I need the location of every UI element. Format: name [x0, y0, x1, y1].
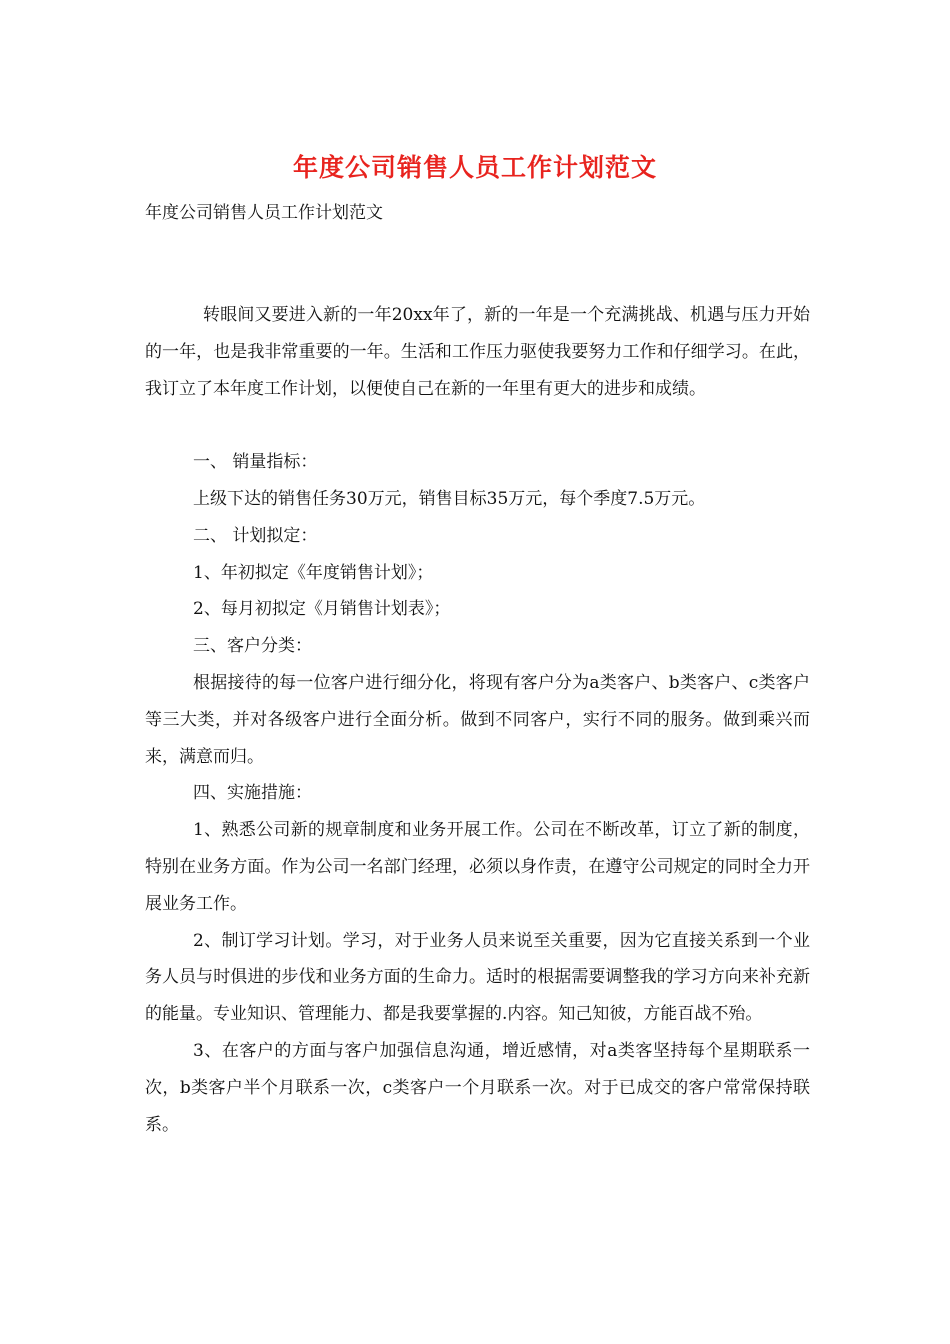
section-1-heading: 一、 销量指标：	[193, 452, 318, 473]
section-3-heading: 三、客户分类：	[193, 636, 312, 657]
intro-paragraph: 转眼间又要进入新的一年20xx年了，新的一年是一个充满挑战、机遇与压力开始的一年，也是我非常重要的一年。生活和工作压力驱使我要努力工作和仔细学习。在此，我订立了本年度工作计划，以便使自己在新的一年里有更大的进步和成绩。	[145, 305, 810, 399]
section-4-item-3: 3、在客户的方面与客户加强信息沟通，增近感情，对a类客坚持每个星期联系一次，b类客户半个月联系一次，c类客户一个月联系一次。对于已成交的客户常常保持联系。	[145, 1040, 810, 1135]
section-4-item-2: 2、制订学习计划。学习，对于业务人员来说至关重要，因为它直接关系到一个业务人员与时俱进的步伐和业务方面的生命力。适时的根据需要调整我的学习方向来补充新的能量。专业知识、管理能力、都是我要掌握的.内容。知己知彼，方能百战不殆。	[145, 930, 810, 1025]
section-4-item-1: 1、熟悉公司新的规章制度和业务开展工作。公司在不断改革，订立了新的制度，特别在业务方面。作为公司一名部门经理，必须以身作责，在遵守公司规定的同时全力开展业务工作。	[145, 820, 810, 914]
section-1-text: 上级下达的销售任务30万元，销售目标35万元，每个季度7.5万元。	[193, 488, 706, 509]
paragraph-spacer	[145, 407, 810, 444]
document-subtitle: 年度公司销售人员工作计划范文	[145, 203, 383, 223]
section-2-item-2: 2、每月初拟定《月销售计划表》；	[193, 599, 451, 620]
section-3-text: 根据接待的每一位客户进行细分化，将现有客户分为a类客户、b类客户、c类客户等三大类，并对各级客户进行全面分析。做到不同客户，实行不同的服务。做到乘兴而来，满意而归。	[145, 672, 810, 767]
section-2-item-1: 1、年初拟定《年度销售计划》；	[193, 562, 434, 583]
document-body	[145, 297, 810, 1143]
section-2-heading: 二、 计划拟定：	[193, 525, 318, 546]
document-title: 年度公司销售人员工作计划范文	[292, 153, 657, 182]
section-4-heading: 四、实施措施：	[193, 783, 312, 804]
